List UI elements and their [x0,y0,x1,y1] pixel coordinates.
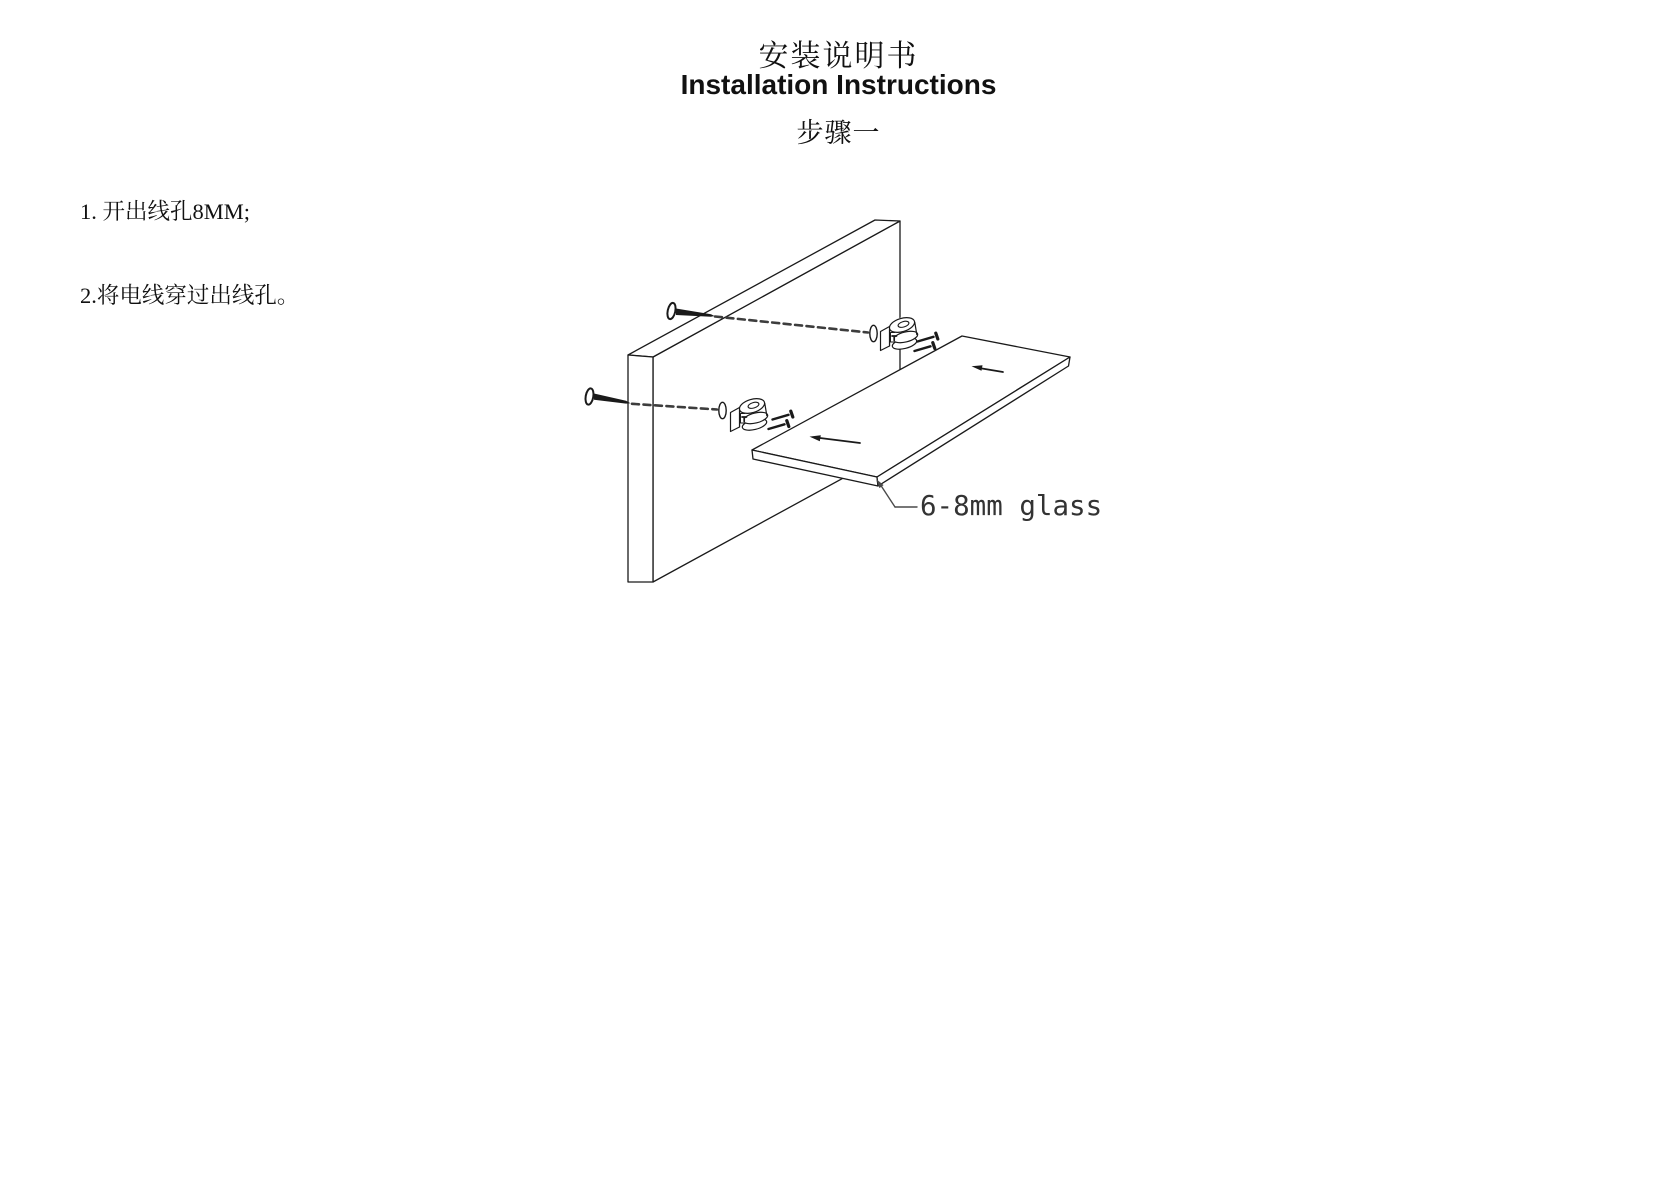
upper-washer [870,325,877,341]
instruction-line-1: 1. 开出线孔8MM; [80,199,251,224]
lower-screw-head [584,388,594,405]
upper-clamp-screws [915,333,938,351]
clamp-screw [918,333,938,341]
glass-thickness-label: 6-8mm glass [920,490,1103,522]
upper-screw-head [666,302,677,320]
instruction-line-2: 2.将电线穿过出线孔。 [80,283,300,308]
wall-left-edge-face [628,355,653,582]
clamp-screw [915,343,935,351]
lower-wall-screw [584,388,630,405]
page-title-chinese: 安装说明书 [758,40,919,73]
lower-washer [719,402,726,418]
step-title: 步骤一 [796,118,881,148]
page-title-english: Installation Instructions [680,69,997,100]
